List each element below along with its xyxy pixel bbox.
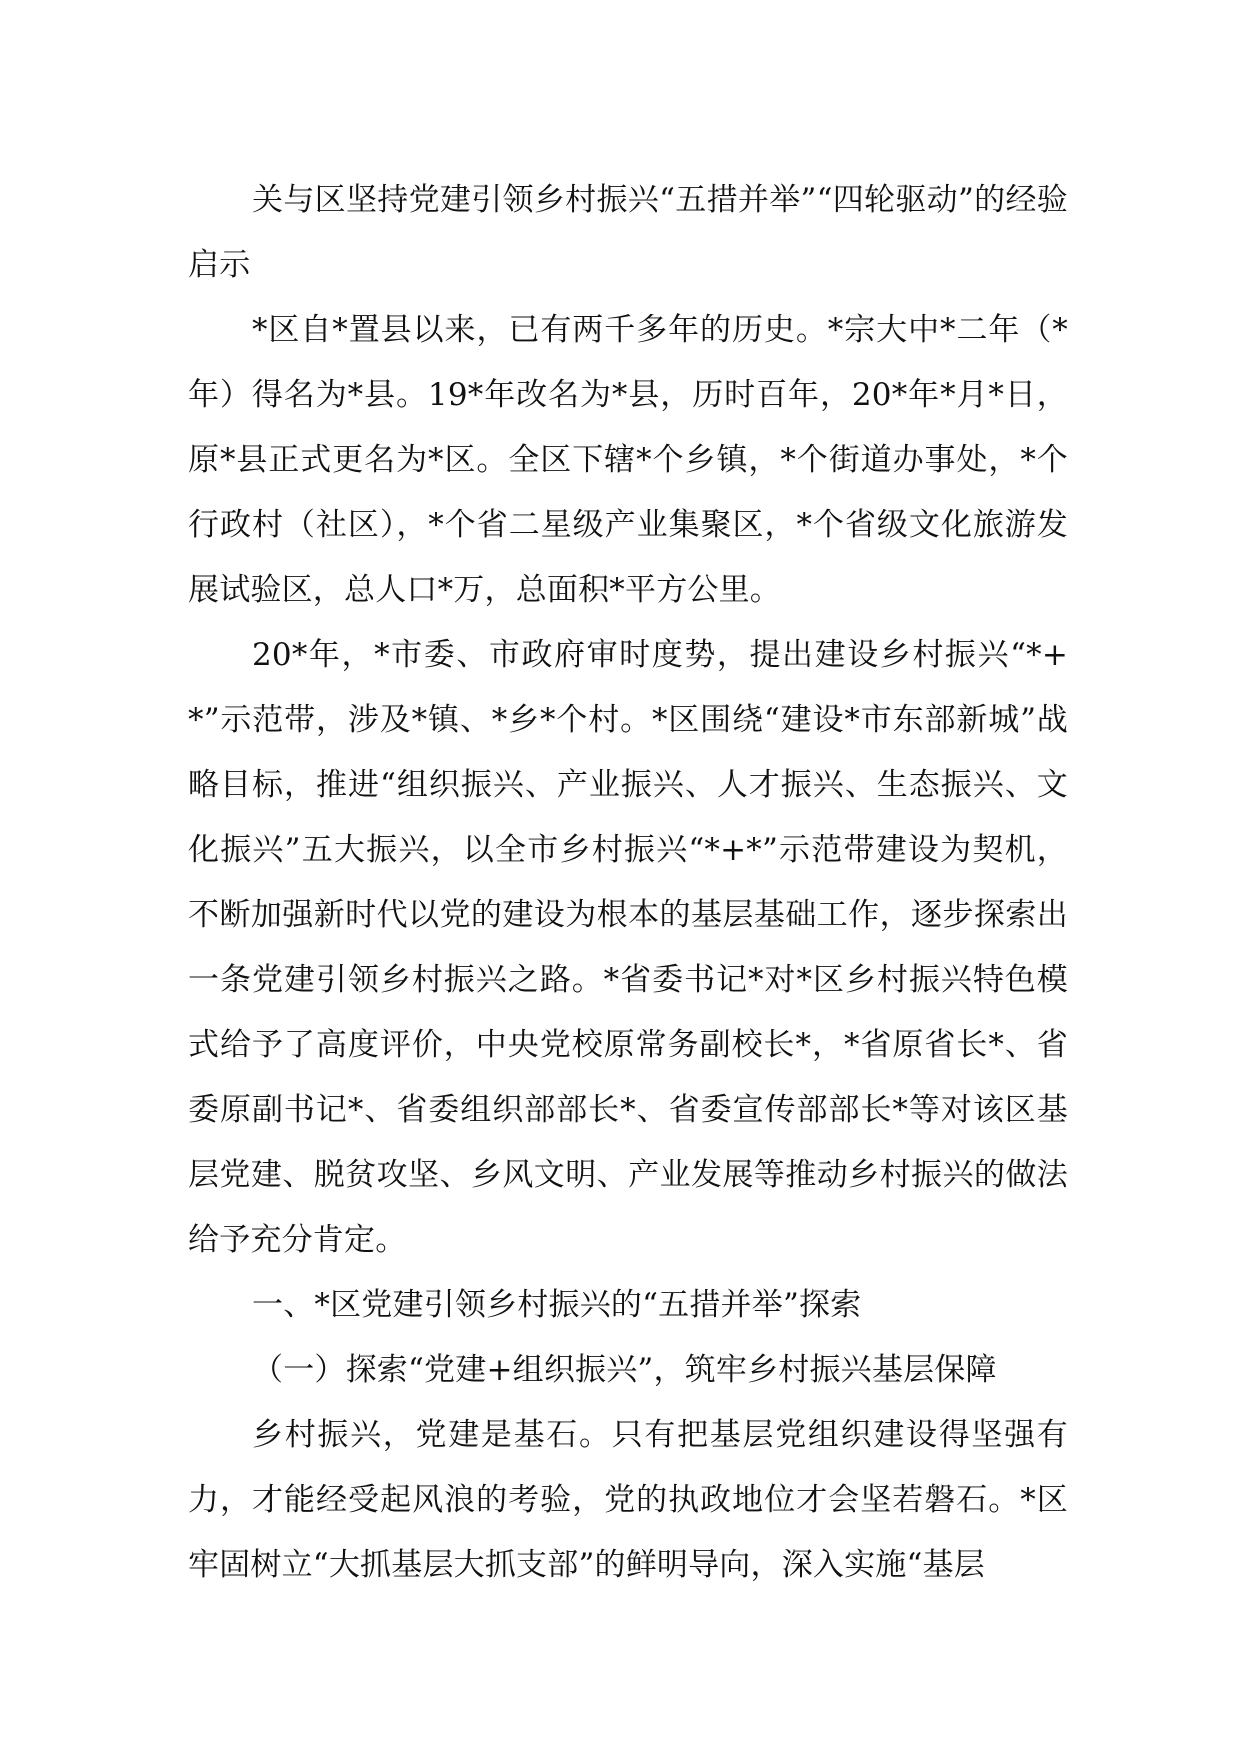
document-body — [188, 168, 1068, 1598]
document-title: 关与区坚持党建引领乡村振兴“五措并举”“四轮驱动”的经验启示 — [188, 182, 1068, 283]
paragraph-overview: 20*年，*市委、市政府审时度势，提出建设乡村振兴“*+*”示范带，涉及*镇、*乡*个村。*区围绕“建设*市东部新城”战略目标，推进“组织振兴、产业振兴、人才振兴、生态振兴、文化振兴”五大振兴，以全市乡村振兴“*+*”示范带建设为契机，不断加强新时代以党的建设为根本的基层基础工作，逐步探索出一条党建引领乡村振兴之路。*省委书记*对*区乡村振兴特色模式给予了高度评价，中央党校原常务副校长*，*省原省长*、省委原副书记*、省委组织部部长*、省委宣传部部长*等对该区基层党建、脱贫攻坚、乡风文明、产业发展等推动乡村振兴的做法给予充分肯定。 — [188, 637, 1068, 1258]
paragraph-history: *区自*置县以来，已有两千多年的历史。*宗大中*二年（*年）得名为*县。19*年改名为*县，历时百年，20*年*月*日，原*县正式更名为*区。全区下辖*个乡镇，*个街道办事处，*个行政村（社区），*个省二星级产业集聚区，*个省级文化旅游发展试验区，总人口*万，总面积*平方公里。 — [188, 312, 1068, 608]
paragraph-party-building: 乡村振兴，党建是基石。只有把基层党组织建设得坚强有力，才能经受起风浪的考验，党的执政地位才会坚若磐石。*区牢固树立“大抓基层大抓支部”的鲜明导向，深入实施“基层 — [188, 1417, 1068, 1583]
subsection-heading: （一）探索“党建+组织振兴”，筑牢乡村振兴基层保障 — [252, 1352, 997, 1388]
section-heading: 一、*区党建引领乡村振兴的“五措并举”探索 — [252, 1287, 862, 1323]
